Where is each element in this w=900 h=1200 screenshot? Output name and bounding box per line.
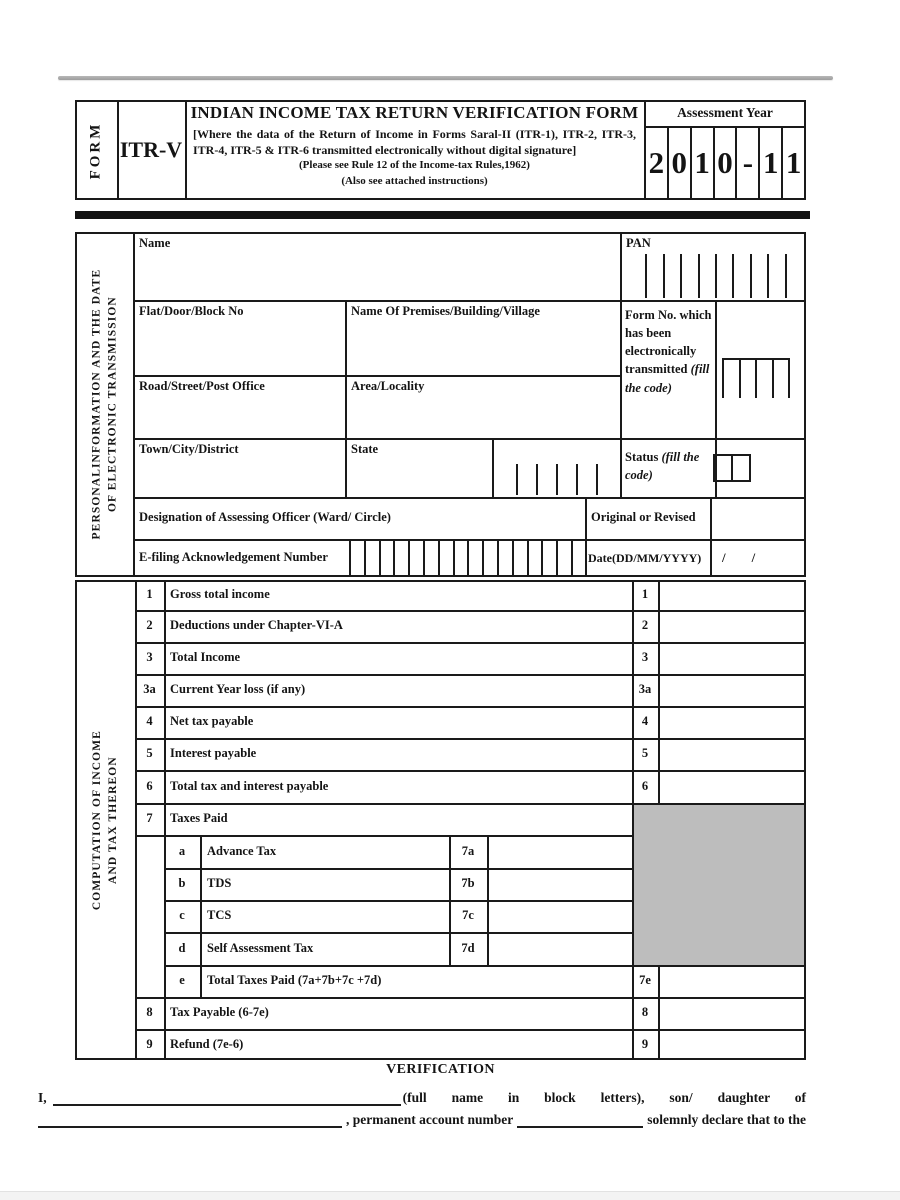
verification-line1-prefix: I, xyxy=(38,1090,47,1105)
personal-section-label-line1: PERSONALINFORMATION AND THE DATE xyxy=(90,268,103,540)
grid-line xyxy=(135,610,804,612)
sub-row-code: 7a xyxy=(461,843,475,858)
row-number: 1 xyxy=(146,587,153,602)
box-cell xyxy=(739,360,756,398)
assessment-year-cell: 0 xyxy=(713,128,736,198)
assessment-year-boxes xyxy=(646,128,804,198)
flat-door-block-label: Flat/Door/Block No xyxy=(139,304,244,319)
box-cell xyxy=(467,541,482,575)
grid-line xyxy=(135,706,804,708)
box-cell xyxy=(767,254,784,298)
slash: / xyxy=(722,550,726,565)
sub-row-letter: d xyxy=(178,940,186,955)
box-cell xyxy=(772,360,789,398)
box-cell xyxy=(785,254,802,298)
row-number: 3 xyxy=(146,650,153,665)
box-cell xyxy=(715,456,731,480)
area-locality-label: Area/Locality xyxy=(351,379,425,394)
pan-label: PAN xyxy=(626,236,651,251)
row-value-cell-1[interactable] xyxy=(660,582,804,608)
computation-section-label xyxy=(89,580,121,1060)
row-number-right: 5 xyxy=(641,746,649,761)
box-cell xyxy=(527,541,542,575)
grid-line xyxy=(135,674,804,676)
box-cell xyxy=(393,541,408,575)
form-no-label-block xyxy=(625,306,713,397)
grid-line xyxy=(164,932,632,934)
assessment-year-cell: 1 xyxy=(690,128,713,198)
row-number-right: 9 xyxy=(641,1036,649,1051)
assessment-year-cell: 0 xyxy=(667,128,690,198)
row-number: 5 xyxy=(146,746,153,761)
grid-line xyxy=(135,1029,804,1031)
grid-line xyxy=(200,835,202,997)
row-number-right: 2 xyxy=(641,618,649,633)
road-street-label: Road/Street/Post Office xyxy=(139,379,265,394)
box-cell xyxy=(408,541,423,575)
grid-line xyxy=(185,100,187,200)
row-label: Total tax and interest payable xyxy=(170,778,329,793)
slash: / xyxy=(751,550,756,565)
assessment-year-label: Assessment Year xyxy=(677,105,773,120)
name-field[interactable] xyxy=(137,254,617,298)
road-street-field[interactable] xyxy=(137,397,341,435)
grid-line xyxy=(135,835,632,837)
grid-line xyxy=(632,580,634,1060)
box-cell xyxy=(750,254,767,298)
sub-row-letter: a xyxy=(178,843,186,858)
pan-number-field[interactable] xyxy=(517,1109,643,1128)
form-number: ITR-V xyxy=(119,137,183,162)
assessment-year-cell: - xyxy=(735,128,758,198)
row-number-right: 3 xyxy=(641,650,649,665)
original-revised-field[interactable] xyxy=(714,499,804,537)
sub-row-label: Advance Tax xyxy=(207,843,277,858)
row-number-right: 4 xyxy=(641,714,649,729)
state-label: State xyxy=(351,442,379,457)
grid-line xyxy=(644,100,646,200)
sub-row-letter: c xyxy=(179,908,185,923)
row-number-right: 3a xyxy=(638,682,652,697)
date-slashes xyxy=(712,541,802,575)
grid-line xyxy=(644,126,806,128)
row-number: 7 xyxy=(146,811,153,826)
original-revised-label: Original or Revised xyxy=(591,510,696,525)
computation-section-label-line2: AND TAX THEREON xyxy=(107,756,119,884)
premises-field[interactable] xyxy=(349,322,616,372)
box-cell xyxy=(541,541,556,575)
grid-line xyxy=(133,300,806,302)
row-value-cell-8[interactable] xyxy=(660,999,804,1027)
row-value-cell-3[interactable] xyxy=(660,644,804,672)
row-label: Net tax payable xyxy=(170,714,254,729)
row-number: 4 xyxy=(146,714,153,729)
sub-row-label: TDS xyxy=(207,876,232,891)
grid-line xyxy=(715,300,717,497)
box-cell xyxy=(512,541,527,575)
sub-row-code: 7d xyxy=(461,940,475,955)
row-label: Tax Payable (6-7e) xyxy=(170,1005,269,1020)
row-number: 2 xyxy=(146,618,153,633)
form-code-boxes[interactable] xyxy=(722,358,790,398)
status-label: Status xyxy=(625,450,659,464)
row-number-right: 6 xyxy=(641,778,649,793)
grid-line xyxy=(117,100,119,200)
status-code-boxes[interactable] xyxy=(713,454,751,482)
row-value-cell-4[interactable] xyxy=(660,708,804,736)
grid-line xyxy=(620,232,622,497)
box-cell xyxy=(698,254,715,298)
grid-line xyxy=(135,580,137,1060)
form-no-hint: (fill the code) xyxy=(625,362,710,395)
verification-heading: VERIFICATION xyxy=(386,1062,495,1077)
verification-line2-mid: , permanent account number xyxy=(346,1112,514,1127)
box-cell xyxy=(438,541,453,575)
row-value-cell-7d[interactable] xyxy=(489,934,630,963)
row-number-right: 8 xyxy=(641,1005,649,1020)
box-cell xyxy=(731,456,749,480)
row-label: Deductions under Chapter-VI-A xyxy=(170,618,343,633)
row-value-cell-7a[interactable] xyxy=(489,837,630,866)
box-cell xyxy=(724,360,739,398)
row-value-cell-9[interactable] xyxy=(660,1031,804,1058)
grid-line xyxy=(164,868,632,870)
assessment-year-cell: 1 xyxy=(781,128,804,198)
row-value-cell-2[interactable] xyxy=(660,612,804,640)
box-cell xyxy=(351,541,364,575)
form-title-block xyxy=(189,103,640,190)
sub-row-letter: e xyxy=(179,973,185,988)
row-label: Current Year loss (if any) xyxy=(170,682,306,697)
row-number: 3a xyxy=(143,682,156,697)
row-value-cell-3a[interactable] xyxy=(660,676,804,704)
verification-line-2 xyxy=(38,1106,806,1128)
sub-row-label: TCS xyxy=(207,908,232,923)
row-label: Taxes Paid xyxy=(170,811,228,826)
row-value-cell-7c[interactable] xyxy=(489,902,630,930)
sub-row-label: Total Taxes Paid (7a+7b+7c +7d) xyxy=(207,973,382,988)
personal-section-label xyxy=(88,232,120,577)
grid-line xyxy=(164,580,166,1060)
box-cell xyxy=(536,464,556,495)
box-cell xyxy=(596,464,616,495)
box-cell xyxy=(482,541,497,575)
grid-line xyxy=(492,438,494,497)
row-number: 9 xyxy=(146,1036,153,1051)
row-label: Interest payable xyxy=(170,746,257,761)
box-cell xyxy=(680,254,697,298)
form-label: FORM xyxy=(87,121,104,180)
status-label-block xyxy=(625,448,711,484)
header-divider-bar xyxy=(75,211,810,219)
box-cell xyxy=(423,541,438,575)
box-cell xyxy=(576,464,596,495)
grid-line xyxy=(585,497,587,577)
form-subtitle: [Where the data of the Return of Income in Forms Saral-II (ITR-1), ITR-2, ITR-3, ITR-4, ITR-5 & ITR-6 transmitted electronically without digital signature] xyxy=(193,127,636,158)
sub-row-code: 7e xyxy=(639,973,651,988)
designation-label: Designation of Assessing Officer (Ward/ Circle) xyxy=(139,510,391,525)
grid-line xyxy=(164,900,632,902)
row-value-cell-7b[interactable] xyxy=(489,870,630,898)
grid-line xyxy=(658,965,660,1060)
grid-line xyxy=(133,438,806,440)
pan-input-boxes[interactable] xyxy=(630,254,802,298)
box-cell xyxy=(663,254,680,298)
form-title: INDIAN INCOME TAX RETURN VERIFICATION FORM xyxy=(190,103,639,122)
row-number: 6 xyxy=(146,778,153,793)
grid-line xyxy=(135,642,804,644)
area-locality-field[interactable] xyxy=(349,397,616,435)
flat-door-block-field[interactable] xyxy=(137,322,341,372)
box-cell xyxy=(732,254,749,298)
verification-line1-suffix: (full name in block letters), son/ daughter of xyxy=(402,1090,806,1105)
ack-number-boxes[interactable] xyxy=(349,541,573,575)
box-cell xyxy=(630,254,645,298)
box-cell xyxy=(453,541,468,575)
sub-row-code: 7b xyxy=(461,876,475,891)
grid-line xyxy=(135,997,804,999)
personal-section-label-line2: OF ELECTRONIC TRANSMISSION xyxy=(106,296,119,513)
box-cell xyxy=(516,464,536,495)
verification-line-1 xyxy=(38,1084,806,1106)
row-value-cell-5[interactable] xyxy=(660,740,804,768)
grid-line xyxy=(710,497,712,577)
row-label: Total Income xyxy=(170,650,241,665)
box-cell xyxy=(379,541,394,575)
page-bottom-edge xyxy=(0,1191,900,1200)
box-cell xyxy=(364,541,379,575)
pin-code-boxes[interactable] xyxy=(498,464,616,495)
grid-line xyxy=(135,770,804,772)
grid-line xyxy=(135,803,804,805)
grid-line xyxy=(133,539,806,541)
box-cell xyxy=(755,360,772,398)
box-cell xyxy=(556,541,571,575)
full-name-field[interactable] xyxy=(53,1087,401,1106)
grid-line xyxy=(133,232,135,577)
rule-note: (Please see Rule 12 of the Income-tax Rules,1962) xyxy=(299,159,530,172)
sub-row-code: 7c xyxy=(462,908,474,923)
state-field[interactable] xyxy=(349,460,487,494)
assessment-year-cell: 2 xyxy=(648,145,665,180)
grid-line xyxy=(135,738,804,740)
row-number: 8 xyxy=(146,1005,153,1020)
verification-line2-suffix: solemnly declare that to the xyxy=(647,1112,806,1127)
instructions-note: (Also see attached instructions) xyxy=(341,175,488,188)
row-value-cell-7e[interactable] xyxy=(660,967,804,995)
father-name-field[interactable] xyxy=(38,1109,342,1128)
sub-row-label: Self Assessment Tax xyxy=(207,940,314,955)
status-hint: (fill the code) xyxy=(625,450,700,483)
row-label: Gross total income xyxy=(170,587,270,602)
box-cell xyxy=(556,464,576,495)
row-number-right: 1 xyxy=(641,587,649,602)
grid-line xyxy=(164,965,804,967)
box-cell xyxy=(497,541,512,575)
form-no-label: Form No. which has been electronically transmitted xyxy=(625,308,712,377)
grid-line xyxy=(133,375,620,377)
town-city-field[interactable] xyxy=(137,460,341,494)
row-label: Refund (7e-6) xyxy=(170,1036,244,1051)
sub-row-letter: b xyxy=(178,876,186,891)
town-city-label: Town/City/District xyxy=(139,442,239,457)
premises-label: Name Of Premises/Building/Village xyxy=(351,304,540,319)
box-cell xyxy=(498,464,516,495)
row-value-cell-6[interactable] xyxy=(660,772,804,801)
assessment-year-cell: 1 xyxy=(758,128,781,198)
box-cell xyxy=(715,254,732,298)
date-label: Date(DD/MM/YYYY) xyxy=(588,550,702,565)
box-cell xyxy=(645,254,662,298)
ack-number-label: E-filing Acknowledgement Number xyxy=(139,550,328,565)
grid-line xyxy=(133,497,806,499)
name-label: Name xyxy=(139,236,171,251)
grid-line xyxy=(345,300,347,497)
computation-section-label-line1: COMPUTATION OF INCOME xyxy=(90,730,103,911)
page-top-divider xyxy=(58,76,833,80)
